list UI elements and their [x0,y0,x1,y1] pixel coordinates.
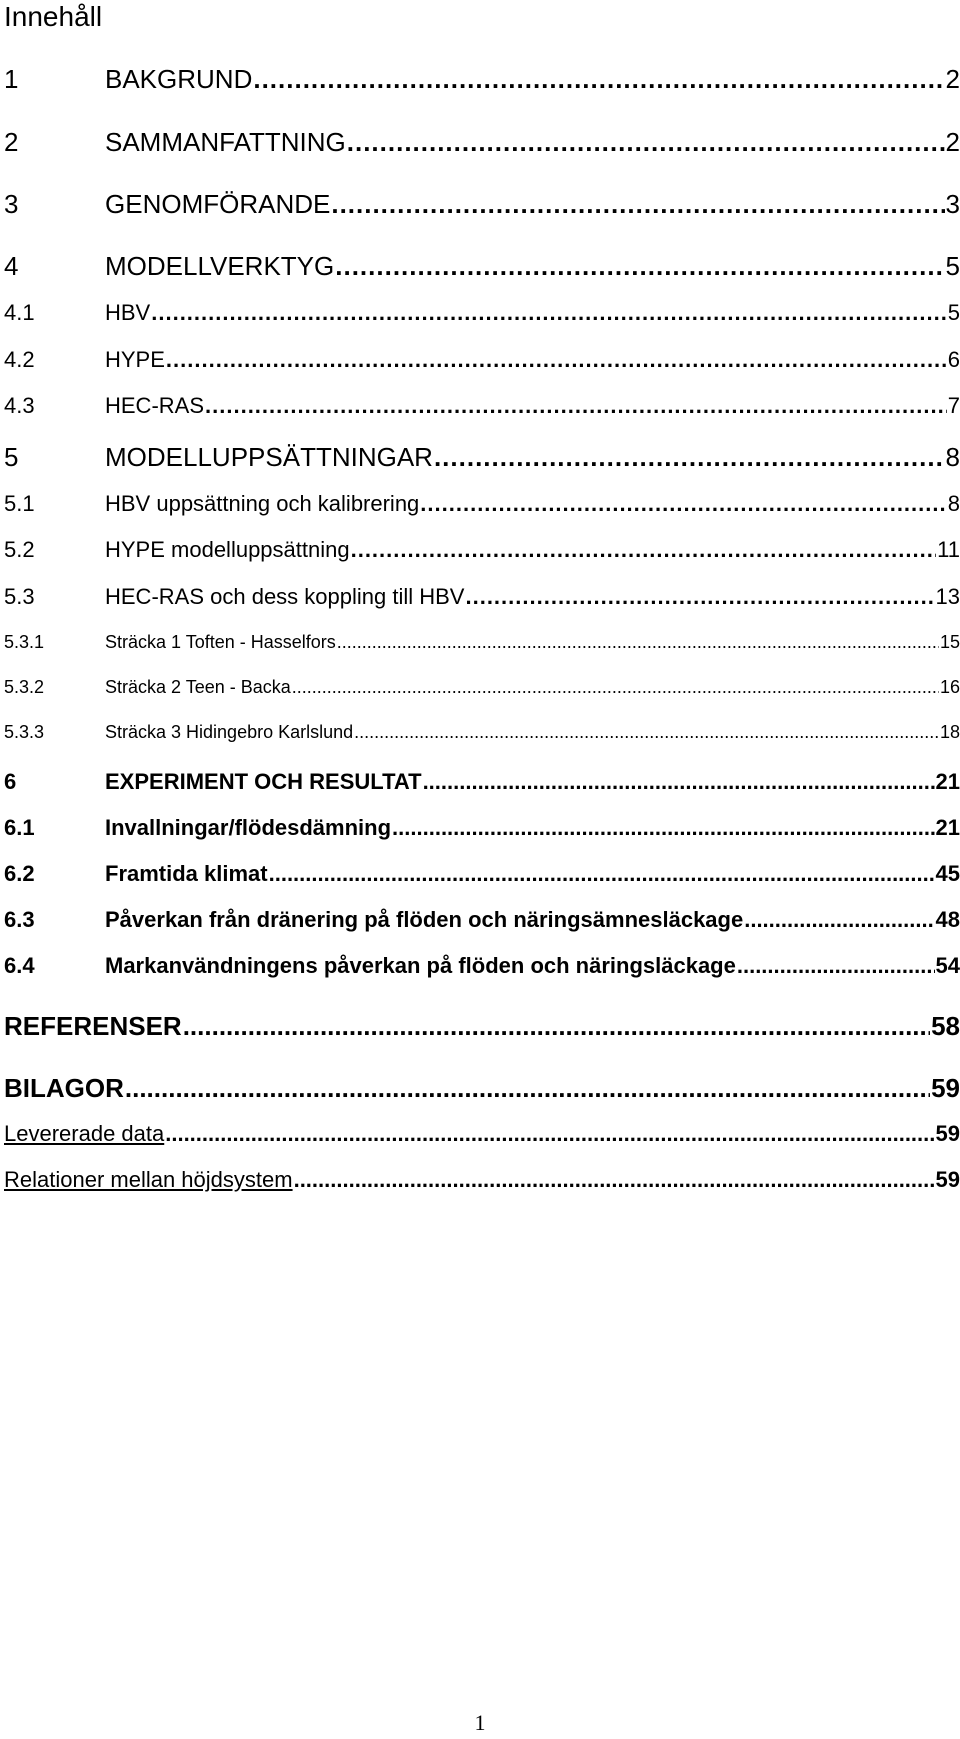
toc-title: Sträcka 3 Hidingebro Karlslund [105,722,354,742]
toc-entry-relationer-hojdsystem[interactable] [4,1167,960,1193]
toc-page-number: 8 [947,491,960,516]
toc-title: Framtida klimat [105,861,268,886]
toc-title: Påverkan från dränering på flöden och näringsämnesläckage [105,907,744,932]
toc-number: 5.1 [4,491,35,516]
toc-entry-5-2[interactable] [4,537,960,563]
toc-number: 5.3.1 [4,632,45,652]
toc-page-number: 48 [935,907,960,932]
toc-page-number: 59 [931,1073,960,1103]
toc-number: 1 [4,64,19,94]
toc-title: BILAGOR [4,1073,124,1103]
toc-page-number: 58 [931,1011,960,1041]
toc-leader-dots [292,677,939,698]
toc-leader-dots [331,189,944,220]
toc-title: HYPE modelluppsättning [105,537,350,562]
toc-leader-dots [465,584,934,610]
toc-entry-1[interactable] [4,64,960,95]
toc-number: 6.2 [4,861,35,886]
toc-number: 5.2 [4,537,35,562]
toc-page-number: 5 [945,251,960,281]
toc-entry-referenser[interactable] [4,1011,960,1042]
toc-title: BAKGRUND [105,64,253,94]
toc-title: HBV [105,300,151,325]
toc-title: GENOMFÖRANDE [105,189,331,219]
toc-entry-4-3[interactable] [4,393,960,419]
toc-title-link[interactable]: Relationer mellan höjdsystem [4,1167,293,1192]
toc-entry-5-3-1[interactable] [4,632,960,653]
toc-page-number: 15 [939,632,960,652]
toc-entry-bilagor[interactable] [4,1073,960,1104]
toc-title: EXPERIMENT OCH RESULTAT [105,769,422,794]
toc-leader-dots [125,1073,930,1104]
toc-number: 3 [4,189,19,219]
toc-title: Markanvändningens påverkan på flöden och näringsläckage [105,953,736,978]
toc-title: MODELLVERKTYG [105,251,335,281]
toc-title: HEC-RAS och dess koppling till HBV [105,584,465,609]
toc-title: HYPE [105,347,165,372]
toc-page-number: 59 [935,1167,960,1192]
toc-number: 5.3.3 [4,722,45,742]
toc-entry-5-3-3[interactable] [4,722,960,743]
toc-entry-5[interactable] [4,442,960,473]
toc-entry-5-3[interactable] [4,584,960,610]
toc-page-number: 8 [945,442,960,472]
toc-number: 6.4 [4,953,35,978]
toc-page-number: 16 [939,677,960,697]
toc-leader-dots [354,722,939,743]
toc-leader-dots [165,1121,934,1147]
toc-entry-3[interactable] [4,189,960,220]
toc-entry-5-1[interactable] [4,491,960,517]
toc-entry-4[interactable] [4,251,960,282]
toc-leader-dots [166,347,947,373]
toc-leader-dots [294,1167,935,1193]
toc-page-number: 59 [935,1121,960,1146]
toc-leader-dots [351,537,937,563]
toc-leader-dots [335,251,944,282]
toc-number: 6.1 [4,815,35,840]
toc-page-number: 45 [935,861,960,886]
toc-title: HBV uppsättning och kalibrering [105,491,420,516]
toc-leader-dots [337,632,939,653]
toc-title: REFERENSER [4,1011,182,1041]
toc-leader-dots [423,769,935,795]
toc-page-number: 5 [947,300,960,325]
toc-leader-dots [420,491,946,517]
toc-entry-6-1[interactable] [4,815,960,841]
toc-leader-dots [744,907,934,933]
toc-entry-4-1[interactable] [4,300,960,326]
toc-number: 4.1 [4,300,35,325]
toc-entry-6[interactable] [4,769,960,795]
toc-title: Sträcka 1 Toften - Hasselfors [105,632,336,652]
page-number: 1 [474,1710,486,1735]
toc-page-number: 2 [945,127,960,157]
toc-number: 4 [4,251,19,281]
toc-leader-dots [151,300,947,326]
toc-number: 6.3 [4,907,35,932]
toc-entry-6-3[interactable] [4,907,960,933]
toc-entry-6-4[interactable] [4,953,960,979]
toc-title: Sträcka 2 Teen - Backa [105,677,291,697]
toc-entry-6-2[interactable] [4,861,960,887]
toc-entry-5-3-2[interactable] [4,677,960,698]
toc-page-number: 13 [935,584,960,609]
toc-number: 5 [4,442,19,472]
toc-title: SAMMANFATTNING [105,127,346,157]
toc-page-number: 6 [947,347,960,372]
toc-leader-dots [737,953,935,979]
toc-page-number: 21 [935,769,960,794]
toc-title: Invallningar/flödesdämning [105,815,392,840]
toc-page-number: 3 [945,189,960,219]
toc-page-number: 21 [935,815,960,840]
toc-number: 6 [4,769,17,794]
toc-leader-dots [205,393,947,419]
toc-leader-dots [253,64,944,95]
toc-entry-4-2[interactable] [4,347,960,373]
toc-title: HEC-RAS [105,393,205,418]
toc-number: 5.3 [4,584,35,609]
toc-page-number: 2 [945,64,960,94]
toc-entry-levererade-data[interactable] [4,1121,960,1147]
toc-leader-dots [392,815,934,841]
toc-entry-2[interactable] [4,127,960,158]
toc-page-number: 18 [939,722,960,742]
toc-title-link[interactable]: Levererade data [4,1121,165,1146]
toc-number: 4.3 [4,393,35,418]
toc-leader-dots [434,442,945,473]
toc-title: MODELLUPPSÄTTNINGAR [105,442,433,472]
toc-number: 2 [4,127,19,157]
toc-number: 4.2 [4,347,35,372]
toc-page-number: 11 [937,537,960,562]
toc-leader-dots [269,861,935,887]
toc-leader-dots [183,1011,930,1042]
toc-heading: Innehåll [4,1,103,32]
toc-page-number: 7 [947,393,960,418]
toc-leader-dots [347,127,945,158]
toc-page-number: 54 [935,953,960,978]
toc-number: 5.3.2 [4,677,45,697]
